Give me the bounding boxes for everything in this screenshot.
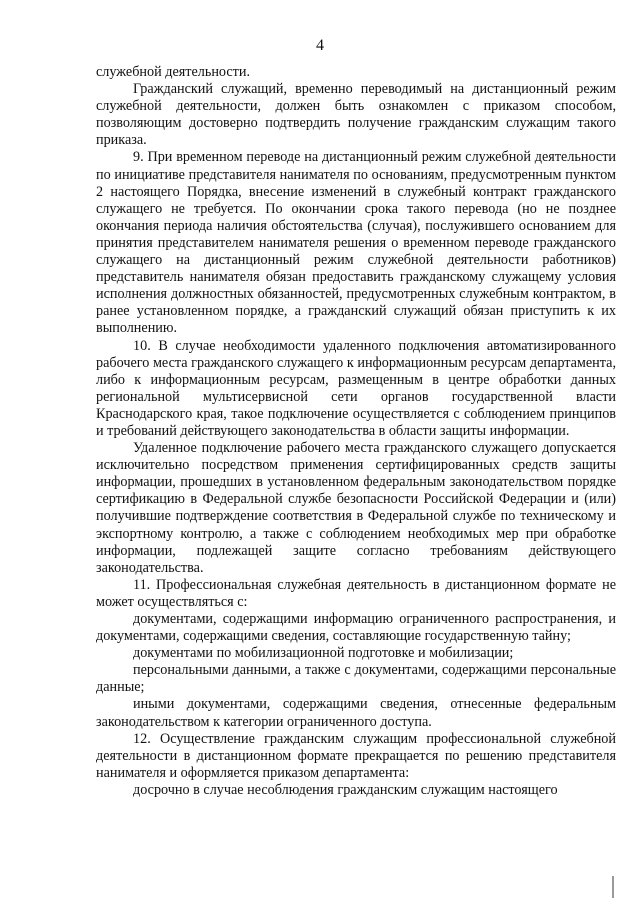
paragraph-continuation: служебной деятельности. (96, 64, 251, 80)
list-item-early-termination: досрочно в случае несоблюдения гражданским служащим настоящего (133, 781, 558, 798)
paragraph-item-12: 12. Осуществление гражданским служащим профессиональной служебной деятельности в дистанционном формате прекращается по решению представителя нанимателя и оформляется приказом департамента: (96, 730, 616, 781)
page-number: 4 (316, 37, 324, 54)
paragraph-acquaintance: Гражданский служащий, временно переводимый на дистанционный режим служебной деятельности, должен быть ознакомлен с приказом способом, позволяющим достоверно подтвердить получение гражданским служащим такого приказа. (96, 81, 616, 149)
scan-edge-mark (612, 876, 614, 898)
list-item-other-documents: иными документами, содержащими сведения, отнесенные федеральным законодательством к категории ограниченного доступа. (96, 696, 616, 730)
list-item-personal-data: персональными данными, а также с документами, содержащими персональные данные; (96, 662, 616, 696)
document-body (96, 64, 616, 799)
list-item-restricted-documents: документами, содержащими информацию ограниченного распространения, и документами, содержащими сведения, составляющие государственную тайну; (96, 611, 616, 645)
paragraph-item-10: 10. В случае необходимости удаленного подключения автоматизированного рабочего места гражданского служащего к информационным ресурсам департамента, либо к информационным ресурсам, размещенным в центре обработки данных региональной мультисервисной сети органов государственной власти Краснодарского края, такое подключение осуществляется с соблюдением принципов и требований действующего законодательства в области защиты информации. (96, 337, 616, 439)
list-item-mobilization-documents: документами по мобилизационной подготовке и мобилизации; (133, 645, 514, 662)
paragraph-item-9: 9. При временном переводе на дистанционный режим служебной деятельности по инициативе представителя нанимателя по основаниям, предусмотренным пунктом 2 настоящего Порядка, внесение изменений в служебный контракт гражданского служащего не требуется. По окончании срока такого перевода (но не позднее окончания периода наличия обстоятельства (случая), послужившего основанием для принятия представителем нанимателя решения о временном переводе гражданского служащего на дистанционный режим служебной деятельности работников) представитель нанимателя обязан предоставить гражданскому служащему условия исполнения должностных обязанностей, предусмотренных служебным контрактом, в ранее установленном порядке, а гражданский служащий обязан приступить к их выполнению. (96, 149, 616, 337)
paragraph-item-11: 11. Профессиональная служебная деятельность в дистанционном формате не может осуществляться с: (96, 576, 616, 610)
paragraph-remote-connection: Удаленное подключение рабочего места гражданского служащего допускается исключительно посредством применения сертифицированных средств защиты информации, прошедших в установленном федеральным законодательством порядке сертификацию в Федеральной службе безопасности Российской Федерации и (или) получившие подтверждение соответствия в Федеральной службе по техническому и экспортному контролю, а также с соблюдением необходимых мер при обработке информации, подлежащей защите согласно требованиям действующего законодательства. (96, 440, 616, 576)
